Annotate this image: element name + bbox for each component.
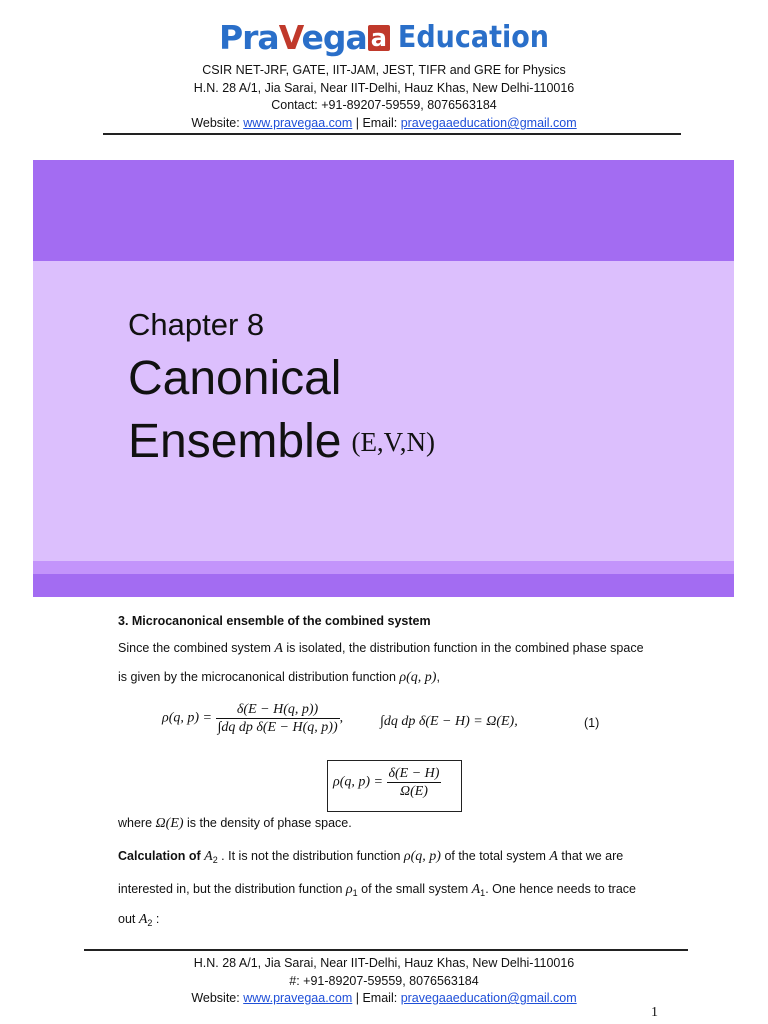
footer-divider — [84, 949, 688, 951]
chapter-title-line2 — [128, 413, 435, 471]
chapter-title-math: (E,V,N) — [351, 427, 435, 457]
line3-var-sub: 2 — [147, 918, 153, 928]
footer-website-link[interactable]: www.pravegaa.com — [243, 991, 353, 1005]
eq1-comma: , — [339, 710, 344, 726]
calc-rho: ρ(q, p) — [403, 849, 441, 864]
eq1-lhs: ρ(q, p) = — [162, 710, 212, 726]
header-address-line: H.N. 28 A/1, Jia Sarai, Near IIT-Delhi, Hauz Khas, New Delhi-110016 — [193, 81, 575, 95]
calculation-line-2 — [118, 882, 636, 898]
eq2-lhs: ρ(q, p) = — [333, 774, 383, 790]
eq1-numerator: δ(E − H(q, p)) — [216, 701, 340, 719]
eq1-fraction — [216, 701, 340, 736]
where-text-a: where — [118, 816, 156, 830]
calculation-line-3 — [118, 912, 159, 928]
eq1-denominator: ∫dq dp δ(E − H(q, p)) — [217, 720, 338, 735]
banner-bottom-stripe-light — [33, 561, 734, 574]
eq2-denominator: Ω(E) — [399, 784, 428, 799]
para2-text-b: , — [436, 670, 440, 684]
eq1-number: (1) — [584, 716, 600, 730]
paragraph-line-1 — [118, 641, 644, 657]
para1-var-a: A — [274, 641, 283, 656]
brand-logo — [0, 18, 768, 57]
where-omega: Ω(E) — [155, 816, 184, 831]
para2-text-a: is given by the microcanonical distribution function — [118, 670, 400, 684]
header-website-link[interactable]: www.pravegaa.com — [243, 116, 353, 130]
line2-var-a: A — [471, 882, 481, 897]
line2-text-b: of the small system — [357, 882, 472, 896]
line2-rho-sub: 1 — [352, 888, 358, 898]
where-line — [118, 816, 352, 832]
logo-wordmark — [219, 18, 367, 57]
calc-var-sub: 2 — [212, 855, 218, 865]
line2-text-c: . One hence needs to trace — [485, 882, 636, 896]
line2-var-sub: 1 — [480, 888, 486, 898]
logo-a-box: a — [368, 25, 390, 51]
where-text-b: is the density of phase space. — [183, 816, 352, 830]
footer-email-link[interactable]: pravegaaeducation@gmail.com — [400, 991, 577, 1005]
header-contact-line: Contact: +91-89207-59559, 8076563184 — [271, 98, 497, 112]
para1-text-a: Since the combined system — [118, 641, 275, 655]
footer-address-line: H.N. 28 A/1, Jia Sarai, Near IIT-Delhi, Hauz Khas, New Delhi-110016 — [193, 956, 575, 970]
header-email-link[interactable]: pravegaaeducation@gmail.com — [400, 116, 577, 130]
equation-2 — [333, 765, 441, 800]
line3-text-b: : — [152, 912, 160, 926]
chapter-title-line1: Canonical — [128, 352, 342, 405]
calculation-line-1 — [118, 849, 623, 865]
calc-heading: Calculation of — [118, 849, 205, 863]
line2-text-a: interested in, but the distribution function — [118, 882, 346, 896]
section-heading: 3. Microcanonical ensemble of the combined system — [118, 614, 431, 628]
calc-text-c: that we are — [557, 849, 624, 863]
header-website-label: Website: — [191, 116, 244, 130]
footer-website-label: Website: — [191, 991, 244, 1005]
logo-education: Education — [397, 20, 550, 55]
chapter-label: Chapter 8 — [128, 307, 265, 342]
para1-text-b: is isolated, the distribution function in the combined phase space — [282, 641, 644, 655]
header-divider — [103, 133, 681, 135]
banner-top-band — [33, 160, 734, 261]
para2-rho: ρ(q, p) — [399, 670, 437, 685]
line2-rho: ρ — [345, 882, 353, 897]
eq2-numerator: δ(E − H) — [388, 766, 440, 781]
calc-text-b: of the total system — [440, 849, 550, 863]
equation-1 — [162, 701, 343, 736]
logo-ega: ega — [301, 18, 367, 57]
paragraph-line-2 — [118, 670, 440, 686]
page-number: 1 — [651, 1005, 658, 1020]
footer-contact-line: #: +91-89207-59559, 8076563184 — [289, 974, 479, 988]
header-exams-line: CSIR NET-JRF, GATE, IIT-JAM, JEST, TIFR and GRE for Physics — [202, 63, 566, 77]
calc-var-a2: A — [549, 849, 558, 864]
line3-text-a: out — [118, 912, 139, 926]
header-email-label: | Email: — [352, 116, 401, 130]
banner-bottom-stripe-dark — [33, 574, 734, 597]
banner-main-panel — [33, 261, 734, 561]
calc-var-a: A — [204, 849, 213, 864]
chapter-title-word: Ensemble — [128, 415, 342, 468]
line3-var-a: A — [138, 912, 148, 927]
eq1-normalization: ∫dq dp δ(E − H) = Ω(E), — [380, 714, 518, 729]
logo-pra: Pra — [218, 18, 279, 57]
footer-email-label: | Email: — [352, 991, 401, 1005]
eq2-fraction — [387, 765, 442, 800]
logo-v: V — [278, 18, 302, 57]
header-web-line — [0, 115, 768, 132]
calc-text-a: . It is not the distribution function — [217, 849, 404, 863]
